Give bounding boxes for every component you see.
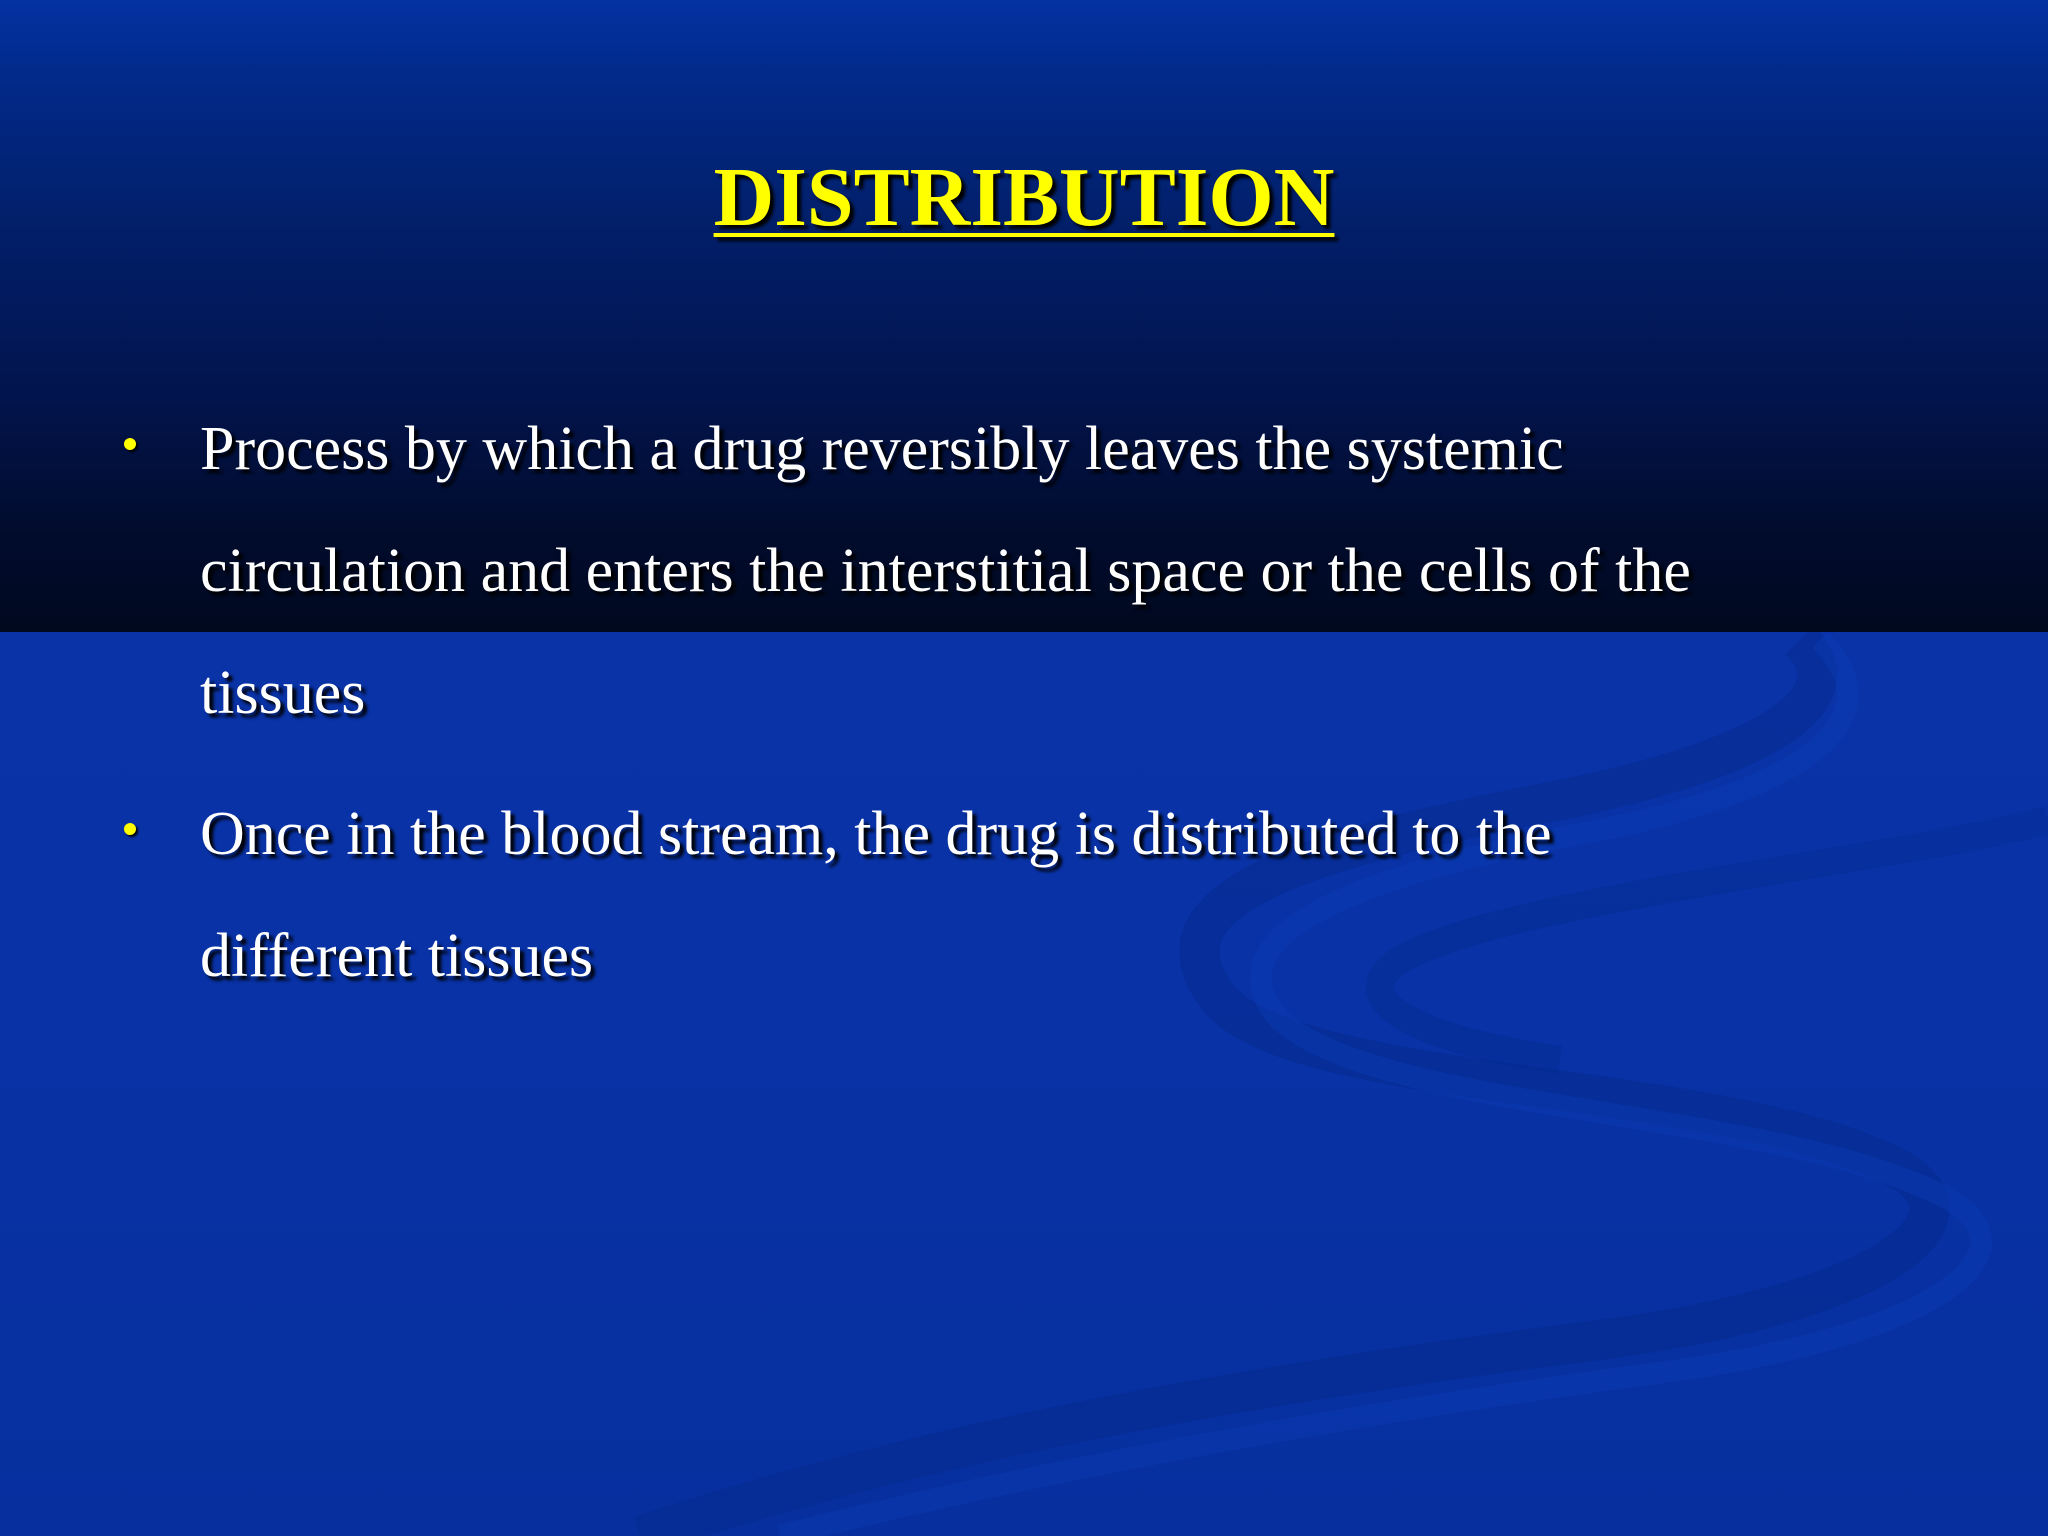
bullet-text <box>200 388 1900 754</box>
bullet-line: circulation and enters the interstitial space or the cells of the <box>200 537 1691 605</box>
bullet-line: Once in the blood stream, the drug is distributed to the <box>200 800 1552 868</box>
bullet-line: Process by which a drug reversibly leaves the systemic <box>200 415 1564 483</box>
bullet-line: different tissues <box>200 922 594 990</box>
slide-title: DISTRIBUTION <box>713 151 1335 244</box>
bullet-dot-icon <box>124 438 136 450</box>
bullet-text <box>200 773 1900 1017</box>
bullet-line: tissues <box>200 659 366 727</box>
bullet-dot-icon <box>124 823 136 835</box>
